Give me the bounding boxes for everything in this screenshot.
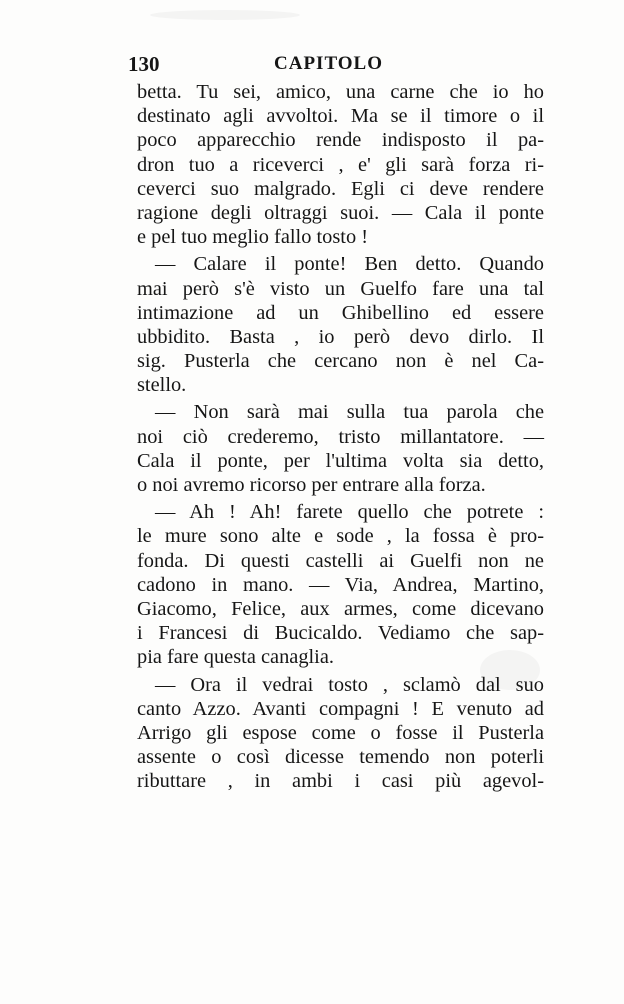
- text-line: ceverci suo malgrado. Egli ci deve rendere: [137, 177, 544, 200]
- page-number: 130: [128, 52, 160, 76]
- text-line: — Ora il vedrai tosto , sclamò dal suo: [155, 673, 544, 696]
- text-line: e pel tuo meglio fallo tosto !: [137, 226, 369, 249]
- text-line: ubbidito. Basta , io però devo dirlo. Il: [137, 325, 544, 348]
- chapter-heading: CAPITOLO: [274, 53, 384, 74]
- text-line: — Ah ! Ah! farete quello che potrete :: [155, 501, 544, 524]
- text-line: ributtare , in ambi i casi più agevol-: [137, 770, 544, 793]
- text-line: — Non sarà mai sulla tua parola che: [155, 401, 544, 424]
- text-line: Arrigo gli espose come o fosse il Pusterla: [137, 721, 544, 744]
- body-text: [137, 80, 544, 793]
- text-line: destinato agli avvoltoi. Ma se il timore o il: [137, 105, 544, 128]
- text-line: noi ciò crederemo, tristo millantatore. —: [137, 425, 544, 448]
- text-line: i Francesi di Bucicaldo. Vediamo che sap-: [137, 622, 544, 645]
- text-line: Giacomo, Felice, aux armes, come dicevano: [137, 597, 544, 620]
- text-line: intimazione ad un Ghibellino ed essere: [137, 301, 544, 324]
- text-line: pia fare questa canaglia.: [137, 646, 334, 669]
- paper-stain: [150, 10, 300, 20]
- text-line: o noi avremo ricorso per entrare alla forza.: [137, 474, 486, 496]
- text-line: stello.: [137, 374, 187, 397]
- text-line: dron tuo a riceverci , e' gli sarà forza ri-: [137, 153, 544, 176]
- text-line: Cala il ponte, per l'ultima volta sia detto,: [137, 449, 544, 472]
- text-line: mai però s'è visto un Guelfo fare una tal: [137, 277, 544, 300]
- text-line: sig. Pusterla che cercano non è nel Ca-: [137, 350, 544, 373]
- running-head: [128, 52, 544, 82]
- text-line: canto Azzo. Avanti compagni ! E venuto ad: [137, 697, 544, 720]
- text-line: le mure sono alte e sode , la fossa è pro-: [137, 525, 544, 548]
- text-line: cadono in mano. — Via, Andrea, Martino,: [137, 573, 544, 596]
- text-line: assente o così dicesse temendo non poterli: [137, 746, 544, 769]
- text-line: fonda. Di questi castelli ai Guelfi non ne: [137, 549, 544, 572]
- text-line: betta. Tu sei, amico, una carne che io ho: [137, 81, 544, 103]
- text-line: poco apparecchio rende indisposto il pa-: [137, 129, 544, 152]
- text-line: ragione degli oltraggi suoi. — Cala il ponte: [137, 201, 544, 224]
- text-line: — Calare il ponte! Ben detto. Quando: [155, 253, 544, 276]
